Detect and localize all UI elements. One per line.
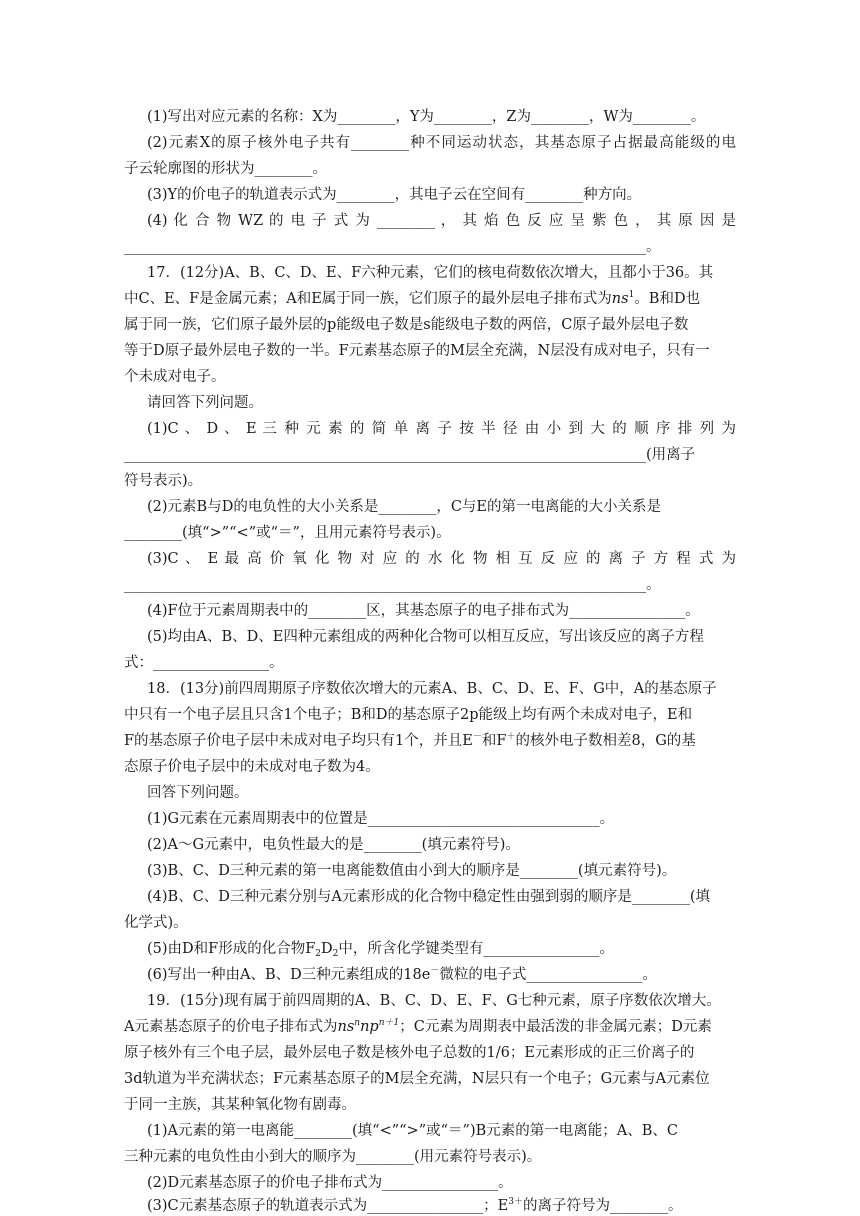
q19-stem-line2: A元素基态原子的价电子排布式为$ns^nnp^{n+1}$；C元素为周期表中最活泼的非金属元素；D元素	[124, 1018, 712, 1035]
q17-part4: (4)F位于元素周期表中的________区，其基态原子的电子排布式为________________。	[147, 603, 700, 619]
q17-stem-line3: 属于同一族，它们原子最外层的p能级电子数是s能级电子数的两倍，C原子最外层电子数	[124, 317, 689, 333]
q18-part5: (5)由D和F形成的化合物$F_2D_2$中，所含化学键类型有________________。	[147, 941, 614, 959]
q17-part1-line3: 符号表示)。	[124, 473, 203, 489]
q18-stem-line4: 态原子价电子层中的未成对电子数为4。	[124, 759, 380, 775]
q16-part4-line2: ________________________________________________________________________。	[124, 239, 661, 255]
q17-stem-line4: 等于D原子最外层电子数的一半。F元素基态原子的M层全充满，N层没有成对电子，只有一	[124, 343, 710, 359]
q17-stem-line1: 17．(12分)A、B、C、D、E、F六种元素，它们的核电荷数依次增大，且都小于36。其	[147, 265, 714, 281]
q16-part2-line2: 子云轮廓图的形状为________。	[124, 161, 327, 177]
q19-part1-line2: 三种元素的电负性由小到大的顺序为________(用元素符号表示)。	[124, 1149, 542, 1165]
q19-stem-line1: 19．(15分)现有属于前四周期的A、B、C、D、E、F、G七种元素，原子序数依次增大。	[147, 993, 721, 1009]
q19-part2: (2)D元素基态原子的价电子排布式为________________。	[147, 1175, 513, 1191]
q17-part2-line1: (2)元素B与D的电负性的大小关系是________，C与E的第一电离能的大小关系是	[147, 499, 661, 515]
q17-part2-line2: ________(填“>”“<”或“＝”，且用元素符号表示)。	[124, 525, 451, 541]
q16-part4-line1: (4) 化 合 物 WZ 的 电 子 式 为 ________ ， 其 焰 色 反 应 呈 紫 色 ， 其 原 因 是	[147, 213, 736, 229]
q17-part3-line1: (3)C 、 E 最 高 价 氧 化 物 对 应 的 水 化 物 相 互 反 应 的 离 子 方 程 式 为	[147, 551, 736, 567]
q16-part1: (1)写出对应元素的名称：X为________，Y为________，Z为________，W为________。	[147, 109, 706, 125]
q17-part3-line2: ________________________________________________________________________。	[124, 577, 661, 593]
q19-stem-line4: 3d轨道为半充满状态；F元素基态原子的M层全充满，N层只有一个电子；G元素与A元素位	[124, 1071, 710, 1087]
q19-stem-line3: 原子核外有三个电子层，最外层电子数是核外电子总数的1/6；E元素形成的正三价离子的	[124, 1045, 695, 1061]
q19-stem-line5: 于同一主族，其某种氧化物有剧毒。	[124, 1097, 356, 1113]
q19-part3: (3)C元素基态原子的轨道表示式为________________；$E^{3+}$的离子符号为________。	[147, 1197, 683, 1214]
q18-part3: (3)B、C、D三种元素的第一电离能数值由小到大的顺序是________(填元素符号)。	[147, 863, 677, 879]
q17-stem-line2: 中C、E、F是金属元素；A和E属于同一族，它们原子的最外层电子排布式为$ns^1$。B和D也	[124, 290, 701, 307]
q18-part2: (2)A～G元素中，电负性最大的是________(填元素符号)。	[147, 837, 520, 853]
q17-intro: 请回答下列问题。	[147, 395, 263, 411]
q18-part4-line2: 化学式)。	[124, 915, 188, 931]
q18-stem-line3: F的基态原子价电子层中未成对电子均只有1个，并且E－和F＋的核外电子数相差8，G的基	[124, 732, 696, 749]
q16-part3: (3)Y的价电子的轨道表示式为________，其电子云在空间有________种方向。	[147, 187, 642, 203]
q18-intro: 回答下列问题。	[147, 785, 249, 801]
q17-part1-line1: (1)C 、 D 、 E 三 种 元 素 的 简 单 离 子 按 半 径 由 小 到 大 的 顺 序 排 列 为	[147, 421, 736, 437]
q17-stem-line5: 个未成对电子。	[124, 369, 226, 385]
q16-part2-line1: (2)元素X的原子核外电子共有________种不同运动状态，其基态原子占据最高能级的电	[147, 135, 736, 151]
q18-part1: (1)G元素在元素周期表中的位置是________________________________。	[147, 811, 615, 827]
q18-part4-line1: (4)B、C、D三种元素分别与A元素形成的化合物中稳定性由强到弱的顺序是________(填	[147, 889, 711, 905]
q18-part6: (6)写出一种由A、B、D三种元素组成的18e－微粒的电子式________________。	[147, 966, 657, 983]
q17-part1-line2: ________________________________________________________________________(用离子	[124, 447, 696, 463]
q19-part1-line1: (1)A元素的第一电离能________(填“<”“>”或“＝”)B元素的第一电离能；A、B、C	[147, 1123, 678, 1139]
q18-stem-line1: 18．(13分)前四周期原子序数依次增大的元素A、B、C、D、E、F、G中，A的基态原子	[147, 681, 717, 697]
q18-stem-line2: 中只有一个电子层且只含1个电子；B和D的基态原子2p能级上均有两个未成对电子，E和	[124, 707, 693, 723]
q17-part5-line1: (5)均由A、B、D、E四种元素组成的两种化合物可以相互反应，写出该反应的离子方程	[147, 629, 704, 645]
q17-part5-line2: 式：________________。	[124, 655, 284, 671]
